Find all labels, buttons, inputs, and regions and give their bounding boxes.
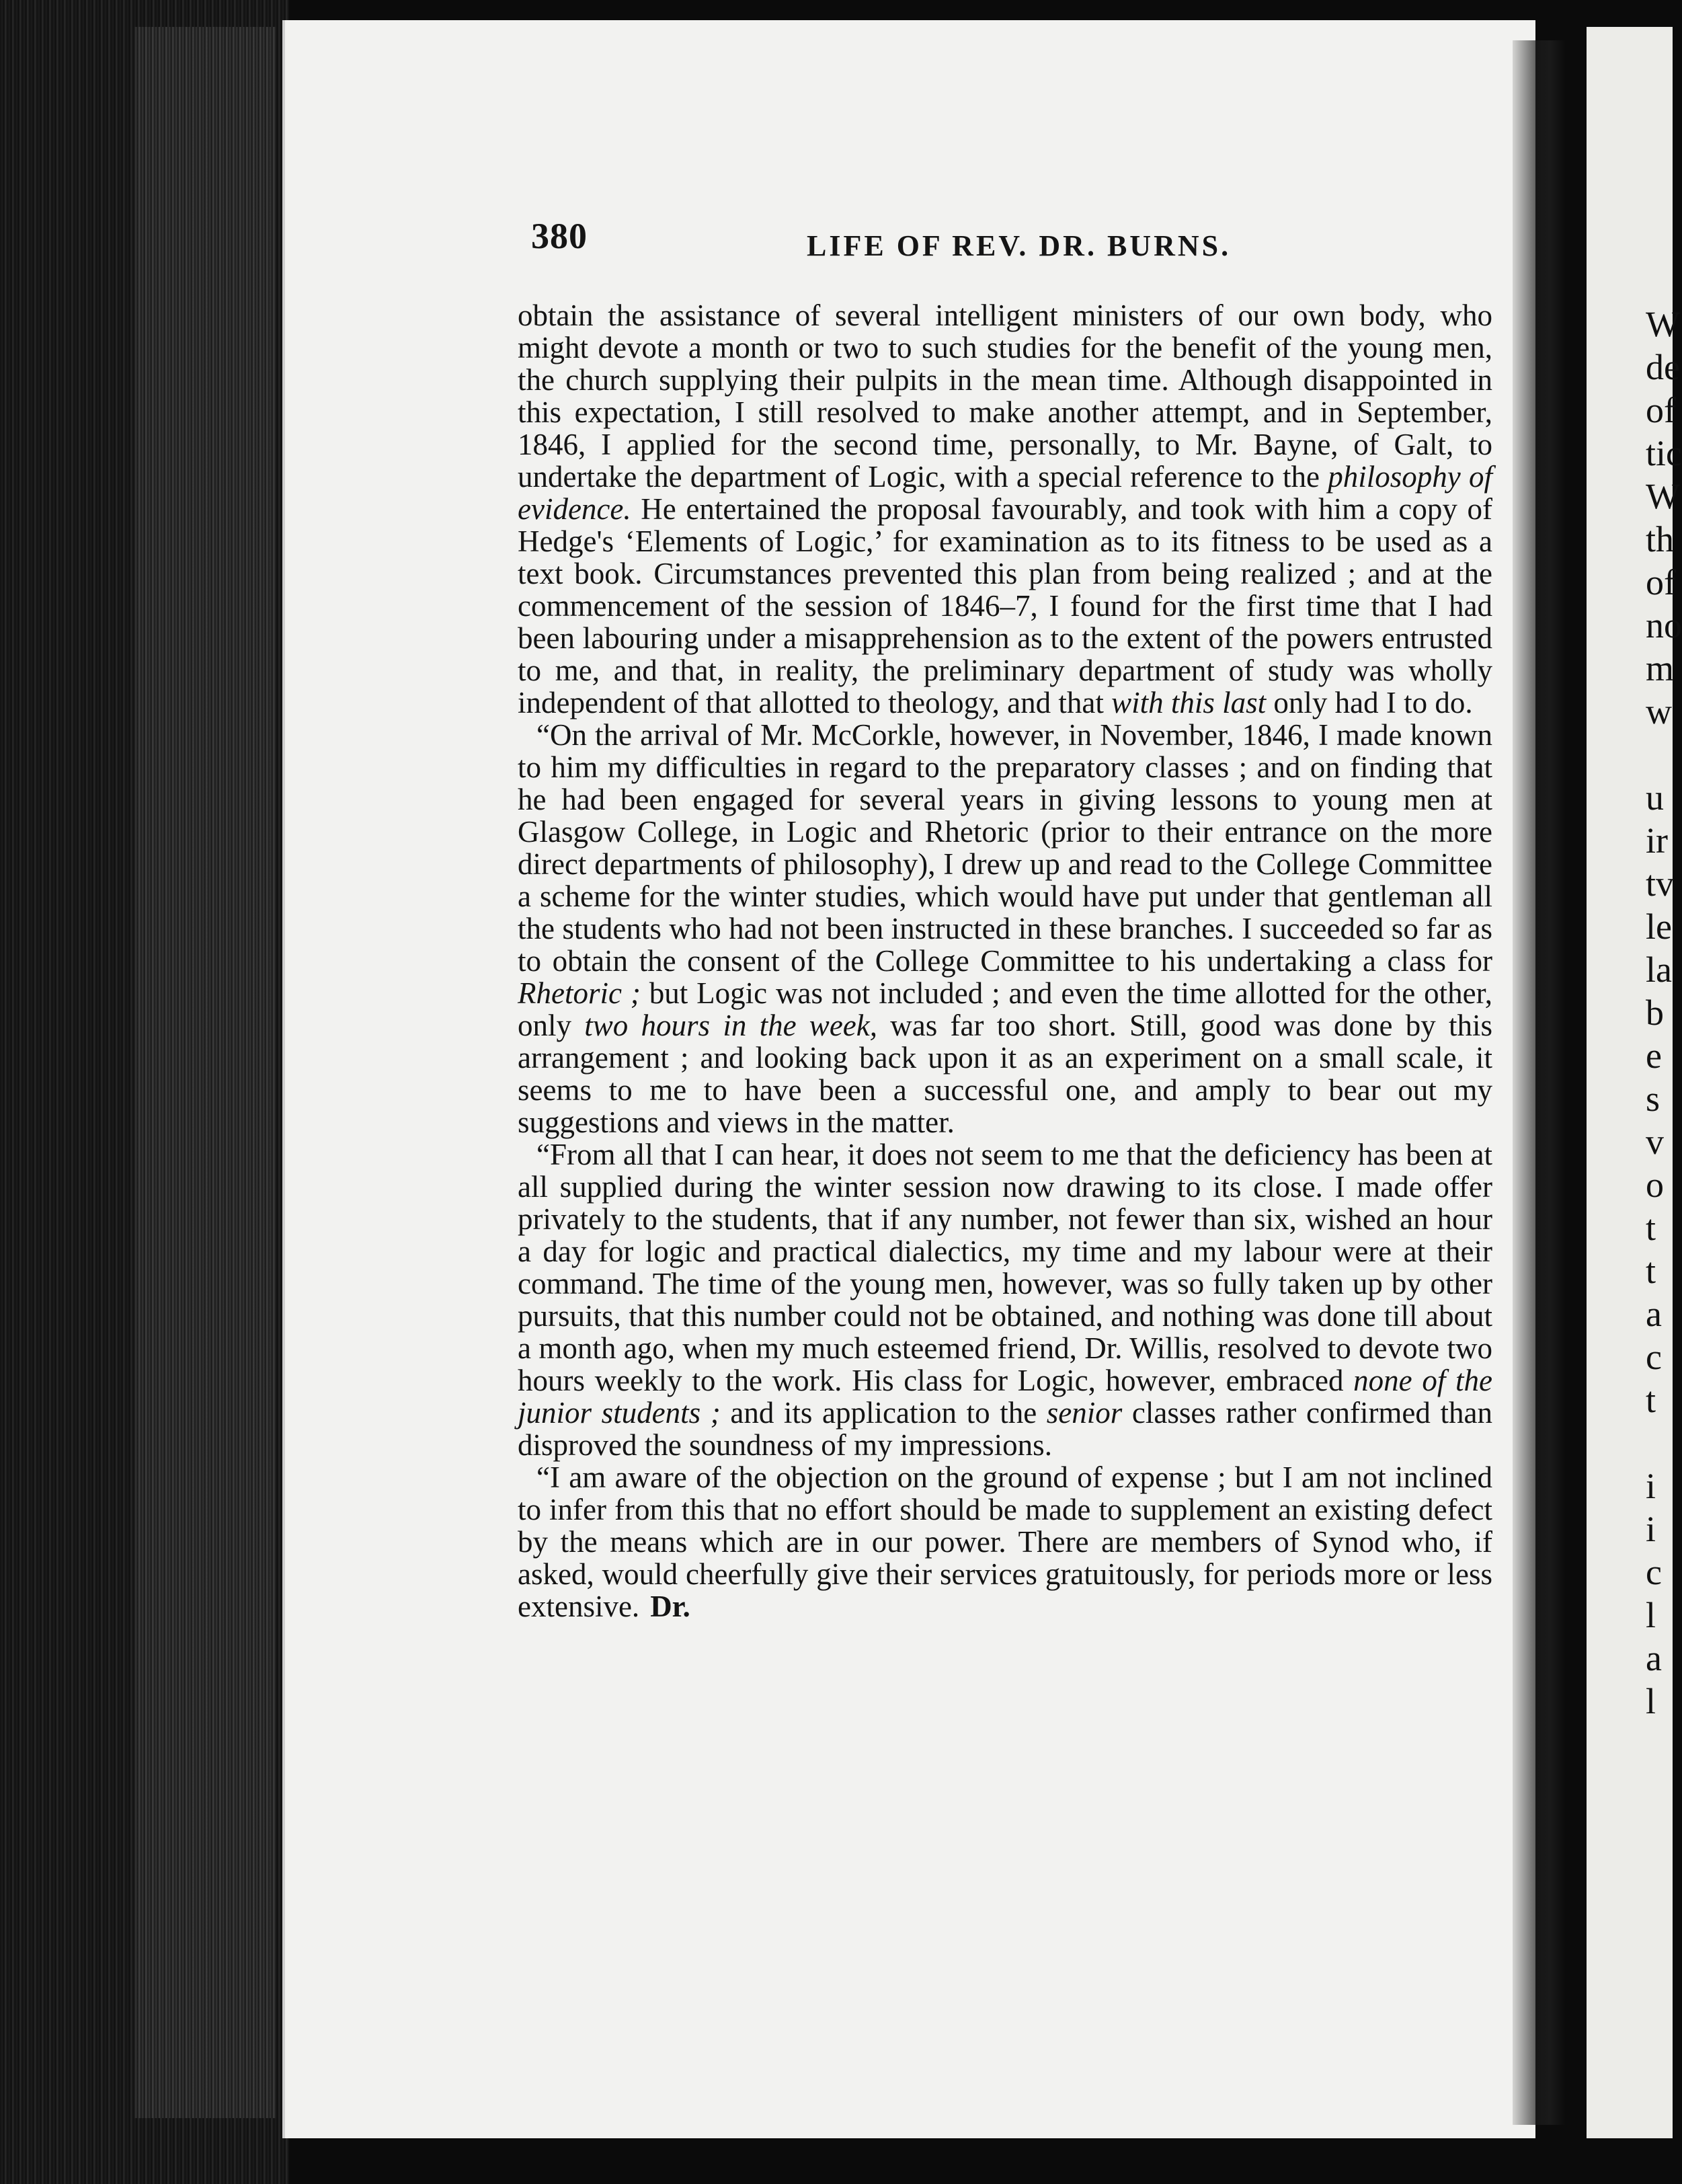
text-run: classes rather confirmed than disproved the soundness of my impressions. bbox=[518, 1396, 1492, 1462]
page-number: 380 bbox=[531, 216, 588, 256]
facing-fragment bbox=[1646, 733, 1673, 776]
text-run: was far too short. Still, good was done by this arrangement ; and looking back upon it as an experiment on a small scale, it seems to me to have been a successful one, and amply to bear out my suggestions and views in the matter. bbox=[518, 1009, 1492, 1139]
facing-fragment: c bbox=[1646, 1552, 1662, 1592]
italic-text: senior bbox=[1046, 1396, 1123, 1430]
facing-fragment: o bbox=[1646, 1165, 1664, 1205]
text-run: “On the arrival of Mr. McCorkle, however, in November, 1846, I made known to him my difficulties in regard to the preparatory classes ; and on finding that he had been engaged for several years in giving lessons to young men at Glasgow College, in Logic and Rhetoric (prior to their entrance on the more direct departments of philosophy), I drew up and read to the College Committee a scheme for the winter studies, which would have put under that gentleman all the students who had not been instructed in these branches. I succeeded so far as to obtain the consent of the College Committee to his undertaking a class for bbox=[518, 718, 1492, 978]
facing-fragment: de bbox=[1646, 347, 1680, 387]
text-run: but Logic was not included ; and even the time allotted for the other, only bbox=[518, 976, 1493, 1042]
facing-fragment: c bbox=[1646, 1337, 1662, 1377]
facing-fragment: a bbox=[1646, 1638, 1662, 1678]
catchword: Dr. bbox=[650, 1590, 690, 1623]
facing-fragment: ir bbox=[1646, 820, 1668, 861]
facing-fragment: t bbox=[1646, 1208, 1656, 1248]
facing-fragment: e bbox=[1646, 1036, 1662, 1076]
italic-text: with this last bbox=[1111, 686, 1267, 719]
facing-fragment: a bbox=[1646, 1294, 1662, 1334]
facing-fragment: t bbox=[1646, 1251, 1656, 1291]
facing-fragment: u bbox=[1646, 777, 1664, 818]
facing-fragment: i bbox=[1646, 1466, 1656, 1506]
text-run: He entertained the proposal favourably, and took with him a copy of Hedge's ‘Elements of Logic,’ for examination as to its fitness to be used as a text book. Circumstances prevented this plan from being realized ; and at the commencement of the session of 1846–7, I found for the first time that I had been labouring under a misapprehension as to the extent of the powers entrusted to me, and that, in reality, the preliminary department of study was wholly independent of that allotted to theology, and that bbox=[518, 492, 1492, 719]
italic-text: philosophy of evidence. bbox=[518, 460, 1492, 526]
running-title: LIFE OF REV. DR. BURNS. bbox=[807, 229, 1232, 262]
facing-fragment: v bbox=[1646, 1122, 1664, 1162]
facing-fragment: la bbox=[1646, 949, 1672, 990]
page-edges-texture bbox=[134, 27, 276, 2118]
facing-fragment: m bbox=[1646, 648, 1675, 689]
facing-fragment: W bbox=[1646, 476, 1680, 516]
facing-fragment: s bbox=[1646, 1079, 1660, 1119]
facing-fragment: of bbox=[1646, 390, 1676, 430]
text-run: “I am aware of the objection on the ground of expense ; but I am not inclined to infer from this that no effort should be made to supplement an existing defect by the means which are in our power. There are members of Synod who, if asked, would cheerfully give their services gratuitously, for periods more or less extensive. bbox=[518, 1460, 1492, 1623]
italic-text: two hours in the week, bbox=[584, 1009, 877, 1042]
facing-page-text-fragments bbox=[1646, 303, 1682, 1723]
paragraph bbox=[518, 1138, 1492, 1461]
page-header bbox=[531, 215, 1486, 269]
italic-text: none of the junior students ; bbox=[518, 1364, 1493, 1430]
facing-fragment: tic bbox=[1646, 433, 1682, 473]
facing-fragment: th bbox=[1646, 519, 1675, 559]
body-text bbox=[518, 299, 1492, 1623]
paragraph bbox=[518, 299, 1492, 719]
facing-fragment: w bbox=[1646, 691, 1672, 732]
facing-fragment: b bbox=[1646, 992, 1664, 1033]
facing-fragment: l bbox=[1646, 1681, 1656, 1721]
facing-fragment bbox=[1646, 1421, 1673, 1465]
paragraph bbox=[518, 719, 1492, 1138]
paragraph bbox=[518, 1461, 1492, 1623]
facing-fragment: l bbox=[1646, 1595, 1656, 1635]
text-run: only had I to do. bbox=[1266, 686, 1473, 719]
text-run: and its application to the bbox=[720, 1396, 1047, 1430]
facing-fragment: of bbox=[1646, 562, 1676, 602]
facing-fragment: i bbox=[1646, 1509, 1656, 1549]
gutter-shadow bbox=[1513, 40, 1566, 2125]
facing-fragment: W bbox=[1646, 304, 1680, 344]
facing-fragment: t bbox=[1646, 1380, 1656, 1420]
text-run: “From all that I can hear, it does not seem to me that the deficiency has been at all supplied during the winter session now drawing to its close. I made offer privately to the students, that if any number, not fewer than six, wished an hour a day for logic and practical dialectics, my time and my labour were at their command. The time of the young men, however, was so fully taken up by other pursuits, that this number could not be obtained, and nothing was done till about a month ago, when my much esteemed friend, Dr. Willis, resolved to devote two hours weekly to the work. His class for Logic, however, embraced bbox=[518, 1138, 1492, 1397]
facing-fragment: tv bbox=[1646, 863, 1675, 904]
italic-text: Rhetoric ; bbox=[518, 976, 641, 1010]
text-run: obtain the assistance of several intelligent ministers of our own body, who might devote a month or two to such studies for the benefit of the young men, the church supplying their pulpits in the mean time. Although disappointed in this expectation, I still resolved to make another attempt, and in September, 1846, I applied for the second time, personally, to Mr. Bayne, of Galt, to undertake the department of Logic, with a special reference to the bbox=[518, 299, 1492, 494]
facing-fragment: le bbox=[1646, 906, 1672, 947]
facing-fragment: no bbox=[1646, 605, 1682, 646]
